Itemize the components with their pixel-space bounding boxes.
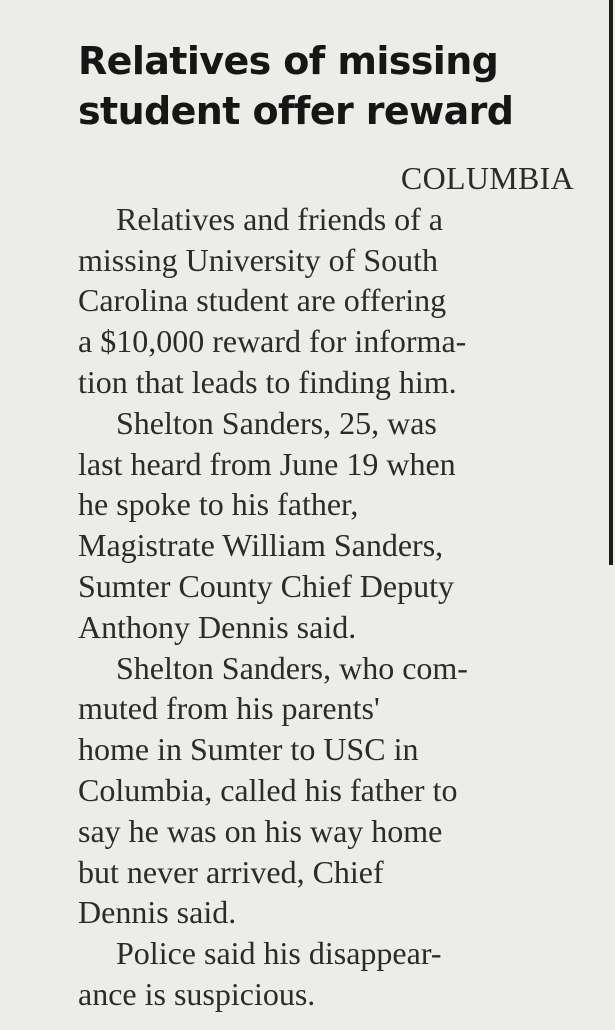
text-line: Magistrate William Sanders, [78,527,444,564]
dateline: COLUMBIA [400,160,574,196]
text-line: last heard from June 19 when [78,445,456,482]
paragraph [78,199,578,403]
headline-line: student offer reward [78,89,514,133]
text-line: home in Sumter to USC in [78,731,419,768]
text-line: Dennis said. [78,894,237,931]
text-line: Relatives and friends of a [116,200,443,237]
text-line: but never arrived, Chief [78,853,384,890]
text-line: tion that leads to finding him. [78,363,457,400]
text-line: he spoke to his father, [78,486,359,523]
text-line: Shelton Sanders, 25, was [116,404,437,441]
paragraph [78,933,578,1015]
article-body [78,158,578,1015]
text-line: Columbia, called his father to [78,771,458,808]
text-line: muted from his parents' [78,690,380,727]
column-rule [609,0,613,565]
headline [78,36,588,136]
text-line: ance is suspicious. [78,975,316,1012]
paragraph [78,648,578,934]
text-line: Carolina student are offering [78,282,447,319]
text-line: Anthony Dennis said. [78,608,357,645]
paragraph [78,403,578,648]
text-line: missing University of South [78,241,439,278]
text-line: say he was on his way home [78,812,443,849]
text-line: Police said his disappear- [116,935,442,972]
text-line: Sumter County Chief Deputy [78,567,454,604]
text-line: a $10,000 reward for informa- [78,323,467,360]
text-line: Shelton Sanders, who com- [116,649,468,686]
headline-line: Relatives of missing [78,39,499,83]
